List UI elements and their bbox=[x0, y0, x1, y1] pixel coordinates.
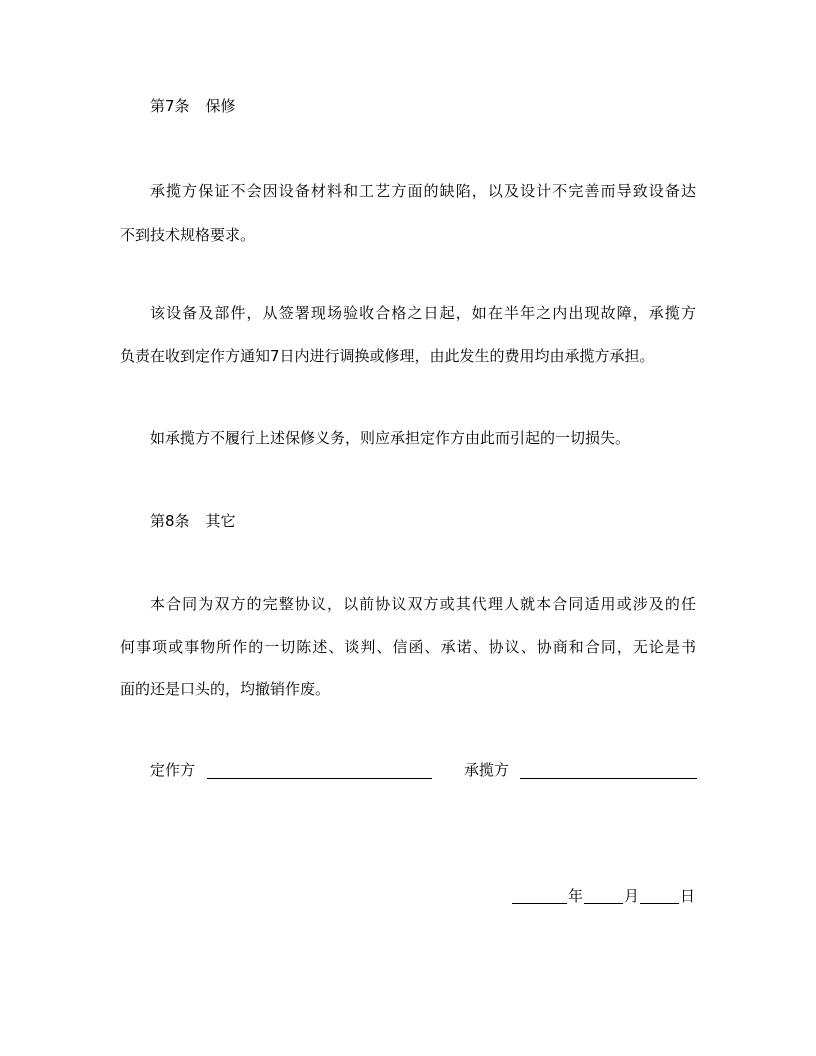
article-7-heading bbox=[150, 96, 236, 116]
date-year-blank bbox=[512, 903, 567, 904]
article-7-number: 第7条 bbox=[150, 97, 190, 115]
article-7-para1-line1: 承揽方保证不会因设备材料和工艺方面的缺陷，以及设计不完善而导致设备达 bbox=[150, 182, 696, 200]
article-7-para2-line1: 该设备及部件，从签署现场验收合格之日起，如在半年之内出现故障，承揽方 bbox=[150, 304, 696, 322]
date-month-label: 月 bbox=[624, 887, 640, 905]
article-8-number: 第8条 bbox=[150, 512, 190, 530]
article-8-heading bbox=[150, 511, 236, 531]
article-7-para1-line2: 不到技术规格要求。 bbox=[120, 226, 256, 244]
client-signature-line bbox=[207, 778, 432, 779]
client-signature-label: 定作方 bbox=[150, 761, 196, 779]
date-year-label: 年 bbox=[568, 887, 584, 905]
article-8-para1-line2: 何事项或事物所作的一切陈述、谈判、信函、承诺、协议、协商和合同，无论是书 bbox=[120, 638, 696, 656]
article-7-para2-line2: 负责在收到定作方通知7日内进行调换或修理，由此发生的费用均由承揽方承担。 bbox=[120, 347, 655, 365]
article-8-para1-line3: 面的还是口头的，均撤销作废。 bbox=[120, 680, 331, 698]
article-7-para3-line1: 如承揽方不履行上述保修义务，则应承担定作方由此而引起的一切损失。 bbox=[150, 429, 631, 447]
date-day-blank bbox=[640, 903, 679, 904]
date-day-label: 日 bbox=[680, 887, 696, 905]
date-month-blank bbox=[584, 903, 623, 904]
contractor-signature-label: 承揽方 bbox=[464, 761, 510, 779]
article-7-title: 保修 bbox=[205, 97, 236, 115]
contractor-signature-line bbox=[520, 778, 697, 779]
article-8-title: 其它 bbox=[205, 512, 236, 530]
article-8-para1-line1: 本合同为双方的完整协议，以前协议双方或其代理人就本合同适用或涉及的任 bbox=[150, 595, 696, 613]
